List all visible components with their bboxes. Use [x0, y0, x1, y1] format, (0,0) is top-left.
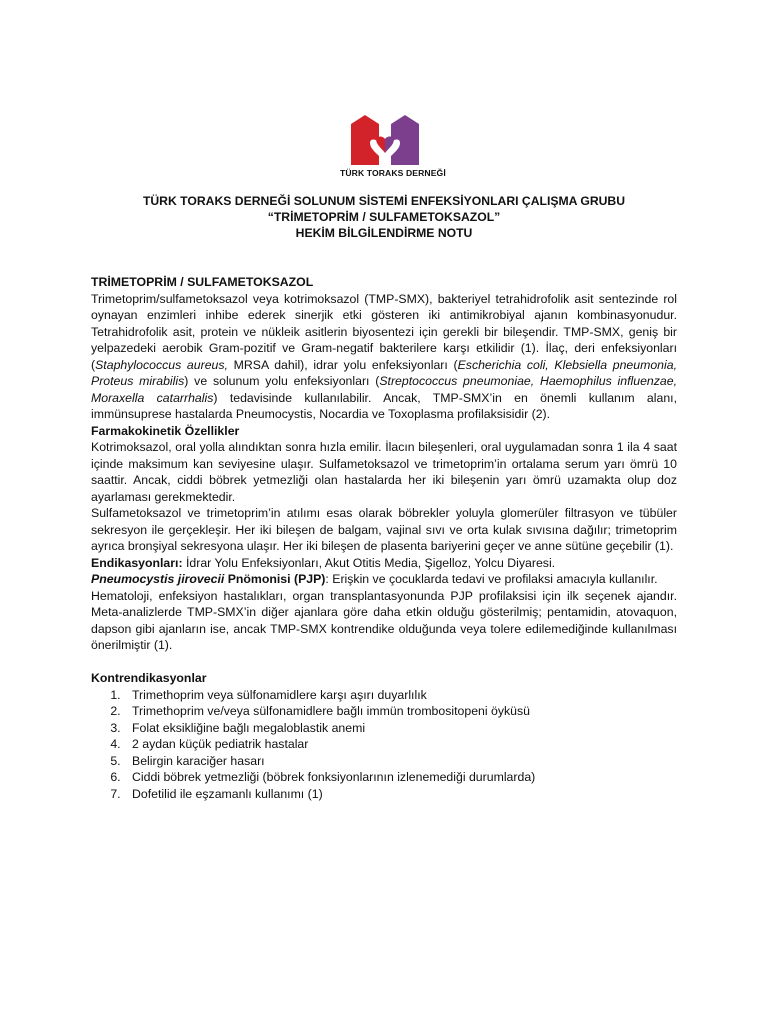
section-heading-pharmacokinetics: Farmakokinetik Özellikler: [91, 423, 240, 438]
contraindications-list: [91, 687, 677, 803]
lungs-logo-icon: [340, 108, 430, 168]
document-body: [91, 274, 677, 802]
paragraph-pjp-2: Hematoloji, enfeksiyon hastalıkları, organ transplantasyonunda PJP profilaksisi için ilk seçenek ajandır. Meta-analizlerde TMP-SMX’in diğer ajanlara göre daha etkin olduğu gösterilmiş; pentamidin, atovaquon, dapson gibi ajanların ise, ancak TMP-SMX kontrendike olduğunda veya tolere edilemediğinde kullanılması önerilmiştir (1).: [91, 588, 677, 652]
list-item: 4. 2 aydan küçük pediatrik hastalar: [124, 736, 677, 753]
title-line-3: HEKİM BİLGİLENDİRME NOTU: [295, 226, 473, 240]
paragraph-overview: Trimetoprim/sulfametoksazol veya kotrimoksazol (TMP-SMX), bakteriyel tetrahidrofolik asit sentezinde rol oynayan enzimleri inhibe ederek sinerjik etki gösteren iki antimikrobiyal ajanın kombinasyonudur. Tetrahidrofolik asit, protein ve nükleik asitlerin biyosentezi için gerekli bir bileşendir. TMP-SMX, geniş bir yelpazedeki aerobik Gram-pozitif ve Gram-negatif bakterilere karşı etkilidir (1). İlaç, deri enfeksiyonları (Staphylococcus aureus, MRSA dahil), idrar yolu enfeksiyonları (Escherichia coli, Klebsiella pneumonia, Proteus mirabilis) ve solunum yolu enfeksiyonları (Streptococcus pneumoniae, Haemophilus influenzae, Moraxella catarrhalis) tedavisinde kullanılabilir. Ancak, TMP-SMX’in en önemli kullanım alanı, immünsuprese hastalarda Pneumocystis, Nocardia ve Toxoplasma profilaksisidir (2).: [91, 291, 678, 421]
list-item: 5. Belirgin karaciğer hasarı: [124, 753, 677, 770]
list-item: 3. Folat eksikliğine bağlı megaloblastik anemi: [124, 720, 677, 737]
paragraph-indications: Endikasyonları: İdrar Yolu Enfeksiyonları, Akut Otitis Media, Şigelloz, Yolcu Diyaresi.: [91, 555, 556, 570]
list-item: 1. Trimethoprim veya sülfonamidlere karşı aşırı duyarlılık: [124, 687, 677, 704]
logo-text: TÜRK TORAKS DERNEĞİ: [340, 168, 446, 178]
section-heading-tmp-smx: TRİMETOPRİM / SULFAMETOKSAZOL: [91, 275, 314, 289]
title-line-2: “TRİMETOPRİM / SULFAMETOKSAZOL”: [267, 210, 501, 224]
paragraph-pharmacokinetics-1: Kotrimoksazol, oral yolla alındıktan sonra hızla emilir. İlacın bileşenleri, oral uygulamadan sonra 1 ila 4 saat içinde maksimum kan seviyesine ulaşır. Sulfametoksazol ve trimetoprim’in ortalama serum yarı ömrü 10 saattir. Ancak, ciddi böbrek yetmezliği olan hastalarda her iki bileşenin yarı ömrü uzamakta olup doz ayarlaması gerekmektedir.: [91, 440, 677, 504]
document-title: [0, 193, 768, 241]
paragraph-pharmacokinetics-2: Sulfametoksazol ve trimetoprim’in atılımı esas olarak böbrekler yoluyla glomerüler filtrasyon ve tübüler sekresyon ile gerçekleşir. Her iki bileşen de balgam, vajinal sıvı ve orta kulak sıvısına dağılır; trimetoprim ayrıca bronşiyal sekresyona ulaşır. Her iki bileşen de plasenta bariyerini geçer ve anne sütüne geçebilir (1).: [91, 506, 677, 553]
title-line-1: TÜRK TORAKS DERNEĞİ SOLUNUM SİSTEMİ ENFEKSİYONLARI ÇALIŞMA GRUBU: [142, 194, 626, 208]
list-item: 2. Trimethoprim ve/veya sülfonamidlere bağlı immün trombositopeni öyküsü: [124, 703, 677, 720]
turk-toraks-logo: [340, 108, 446, 186]
list-item: 7. Dofetilid ile eşzamanlı kullanımı (1): [124, 786, 677, 803]
list-item: 6. Ciddi böbrek yetmezliği (böbrek fonksiyonlarının izlenemediği durumlarda): [124, 769, 677, 786]
section-heading-contraindications: Kontrendikasyonlar: [91, 671, 207, 685]
paragraph-pjp: Pneumocystis jirovecii Pnömonisi (PJP): Erişkin ve çocuklarda tedavi ve profilaksi amacıyla kullanılır.: [91, 572, 658, 586]
